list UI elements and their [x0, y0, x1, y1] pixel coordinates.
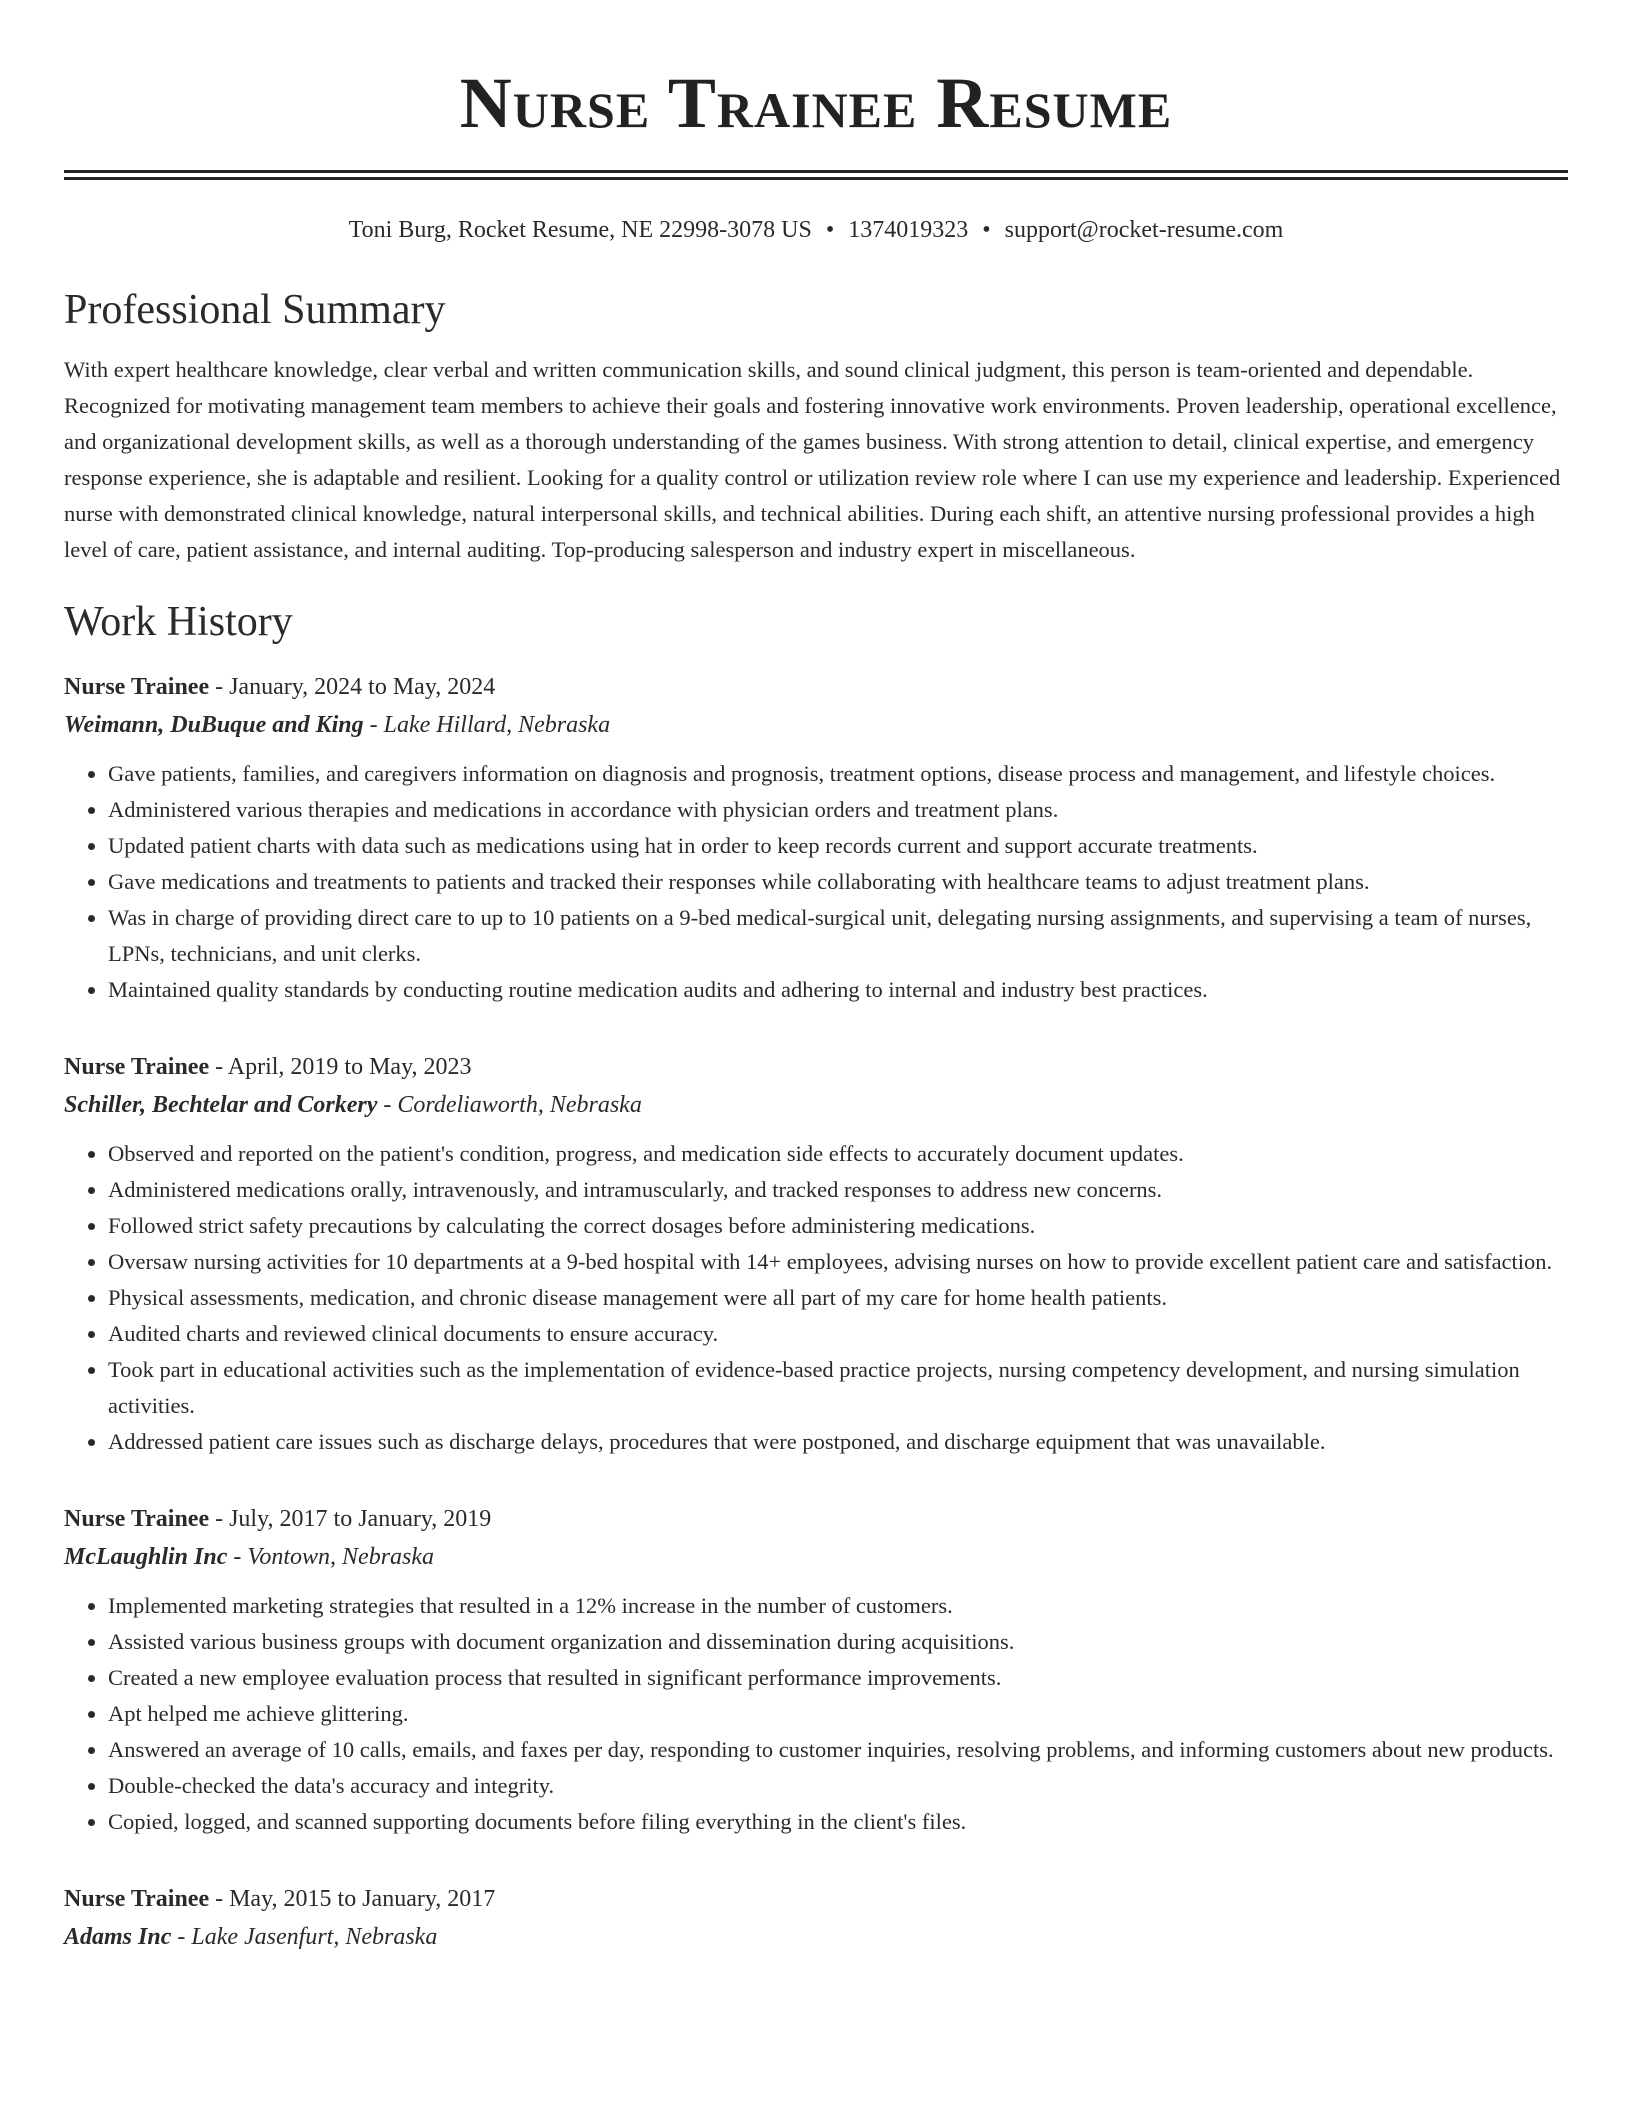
- title-double-rule: [64, 170, 1568, 180]
- job-bullet-item: • Assisted various business groups with document organization and dissemination during acquisitions.: [108, 1624, 1568, 1660]
- work-history-heading: Work History: [64, 599, 293, 645]
- contact-separator: •: [825, 217, 835, 243]
- job-company-line: [64, 706, 1568, 744]
- job-dash: -: [209, 1886, 230, 1912]
- job-bullet-item: • Physical assessments, medication, and chronic disease management were all part of my care for home health patients.: [108, 1280, 1568, 1316]
- contact-address: Toni Burg, Rocket Resume, NE 22998-3078 US: [348, 217, 812, 243]
- job-title-line: [64, 668, 1568, 706]
- job-company-line: [64, 1538, 1568, 1576]
- job-bullet-item: • Implemented marketing strategies that resulted in a 12% increase in the number of customers.: [108, 1588, 1568, 1624]
- contact-phone: 1374019323: [848, 217, 969, 243]
- job-entry: [64, 1500, 1568, 1840]
- job-location: Cordeliaworth, Nebraska: [397, 1092, 642, 1118]
- job-title: Nurse Trainee: [64, 1506, 210, 1532]
- job-dates: July, 2017 to January, 2019: [229, 1506, 492, 1532]
- job-bullets: [64, 1588, 1568, 1840]
- contact-email: support@rocket-resume.com: [1004, 217, 1284, 243]
- job-bullet-item: • Oversaw nursing activities for 10 departments at a 9-bed hospital with 14+ employees, advising nurses on how to provide excellent patient care and satisfaction.: [108, 1244, 1568, 1280]
- job-bullet-item: • Administered various therapies and medications in accordance with physician orders and treatment plans.: [108, 792, 1568, 828]
- job-bullets: [64, 1136, 1568, 1460]
- job-title: Nurse Trainee: [64, 674, 210, 700]
- job-company: Schiller, Bechtelar and Corkery: [64, 1092, 378, 1118]
- job-title-line: [64, 1500, 1568, 1538]
- job-company: McLaughlin Inc: [64, 1544, 228, 1570]
- job-dash: -: [363, 712, 384, 738]
- job-bullet-item: • Observed and reported on the patient's condition, progress, and medication side effects to accurately document updates.: [108, 1136, 1568, 1172]
- job-location: Lake Hillard, Nebraska: [383, 712, 611, 738]
- job-entry: [64, 668, 1568, 1008]
- job-bullet-item: • Updated patient charts with data such as medications using hat in order to keep records current and support accurate treatments.: [108, 828, 1568, 864]
- job-entry: [64, 1880, 1568, 1956]
- job-dash: -: [209, 674, 230, 700]
- job-bullet-item: • Answered an average of 10 calls, emails, and faxes per day, responding to customer inquiries, resolving problems, and informing customers about new products.: [108, 1732, 1568, 1768]
- job-dates: May, 2015 to January, 2017: [229, 1886, 496, 1912]
- job-bullet-item: • Audited charts and reviewed clinical documents to ensure accuracy.: [108, 1316, 1568, 1352]
- job-bullet-item: • Double-checked the data's accuracy and integrity.: [108, 1768, 1568, 1804]
- work-history-list: [64, 668, 1568, 1956]
- contact-separator: •: [982, 217, 991, 243]
- resume-page: [64, 0, 1568, 1956]
- job-bullet-item: • Followed strict safety precautions by calculating the correct dosages before administering medications.: [108, 1208, 1568, 1244]
- job-bullets: [64, 756, 1568, 1008]
- summary-heading: Professional Summary: [64, 287, 446, 333]
- job-dates: January, 2024 to May, 2024: [229, 674, 496, 700]
- job-entry: [64, 1048, 1568, 1460]
- job-dash: -: [377, 1092, 398, 1118]
- summary-text: With expert healthcare knowledge, clear verbal and written communication skills, and sound clinical judgment, this person is team-oriented and dependable. Recognized for motivating management team members to achieve their goals and fostering innovative work environments. Proven leadership, operational excellence, and organizational development skills, as well as a thorough understanding of the games business. With strong attention to detail, clinical expertise, and emergency response experience, she is adaptable and resilient. Looking for a quality control or utilization review role where I can use my experience and leadership. Experienced nurse with demonstrated clinical knowledge, natural interpersonal skills, and technical abilities. During each shift, an attentive nursing professional provides a high level of care, patient assistance, and internal auditing. Top-producing salesperson and industry expert in miscellaneous.: [64, 357, 1561, 562]
- job-dash: -: [209, 1054, 228, 1080]
- job-location: Vontown, Nebraska: [247, 1544, 435, 1570]
- job-bullet-item: • Gave medications and treatments to patients and tracked their responses while collaborating with healthcare teams to adjust treatment plans.: [108, 864, 1568, 900]
- job-bullet-item: • Copied, logged, and scanned supporting documents before filing everything in the client's files.: [108, 1804, 1568, 1840]
- job-dash: -: [227, 1544, 248, 1570]
- job-company-line: [64, 1918, 1568, 1956]
- job-title-line: [64, 1048, 1568, 1086]
- job-company-line: [64, 1086, 1568, 1124]
- job-dash: -: [171, 1924, 192, 1950]
- job-dash: -: [209, 1506, 230, 1532]
- contact-line: [64, 214, 1568, 246]
- job-bullet-item: • Maintained quality standards by conducting routine medication audits and adhering to internal and industry best practices.: [108, 972, 1568, 1008]
- job-location: Lake Jasenfurt, Nebraska: [191, 1924, 438, 1950]
- job-company: Weimann, DuBuque and King: [64, 712, 364, 738]
- job-title: Nurse Trainee: [64, 1886, 210, 1912]
- job-bullet-item: • Gave patients, families, and caregivers information on diagnosis and prognosis, treatment options, disease process and management, and lifestyle choices.: [108, 756, 1568, 792]
- job-dates: April, 2019 to May, 2023: [227, 1054, 472, 1080]
- resume-title: Nurse Trainee Resume: [459, 63, 1173, 143]
- job-bullet-item: • Created a new employee evaluation process that resulted in significant performance improvements.: [108, 1660, 1568, 1696]
- job-title: Nurse Trainee: [64, 1054, 210, 1080]
- job-bullet-item: • Apt helped me achieve glittering.: [108, 1696, 1568, 1732]
- job-bullet-item: • Administered medications orally, intravenously, and intramuscularly, and tracked responses to address new concerns.: [108, 1172, 1568, 1208]
- job-bullet-item: • Addressed patient care issues such as discharge delays, procedures that were postponed, and discharge equipment that was unavailable.: [108, 1424, 1568, 1460]
- job-title-line: [64, 1880, 1568, 1918]
- job-company: Adams Inc: [64, 1924, 172, 1950]
- job-bullet-item: • Was in charge of providing direct care to up to 10 patients on a 9-bed medical-surgical unit, delegating nursing assignments, and supervising a team of nurses, LPNs, technicians, and unit clerks.: [108, 900, 1568, 972]
- job-bullet-item: • Took part in educational activities such as the implementation of evidence-based practice projects, nursing competency development, and nursing simulation activities.: [108, 1352, 1568, 1424]
